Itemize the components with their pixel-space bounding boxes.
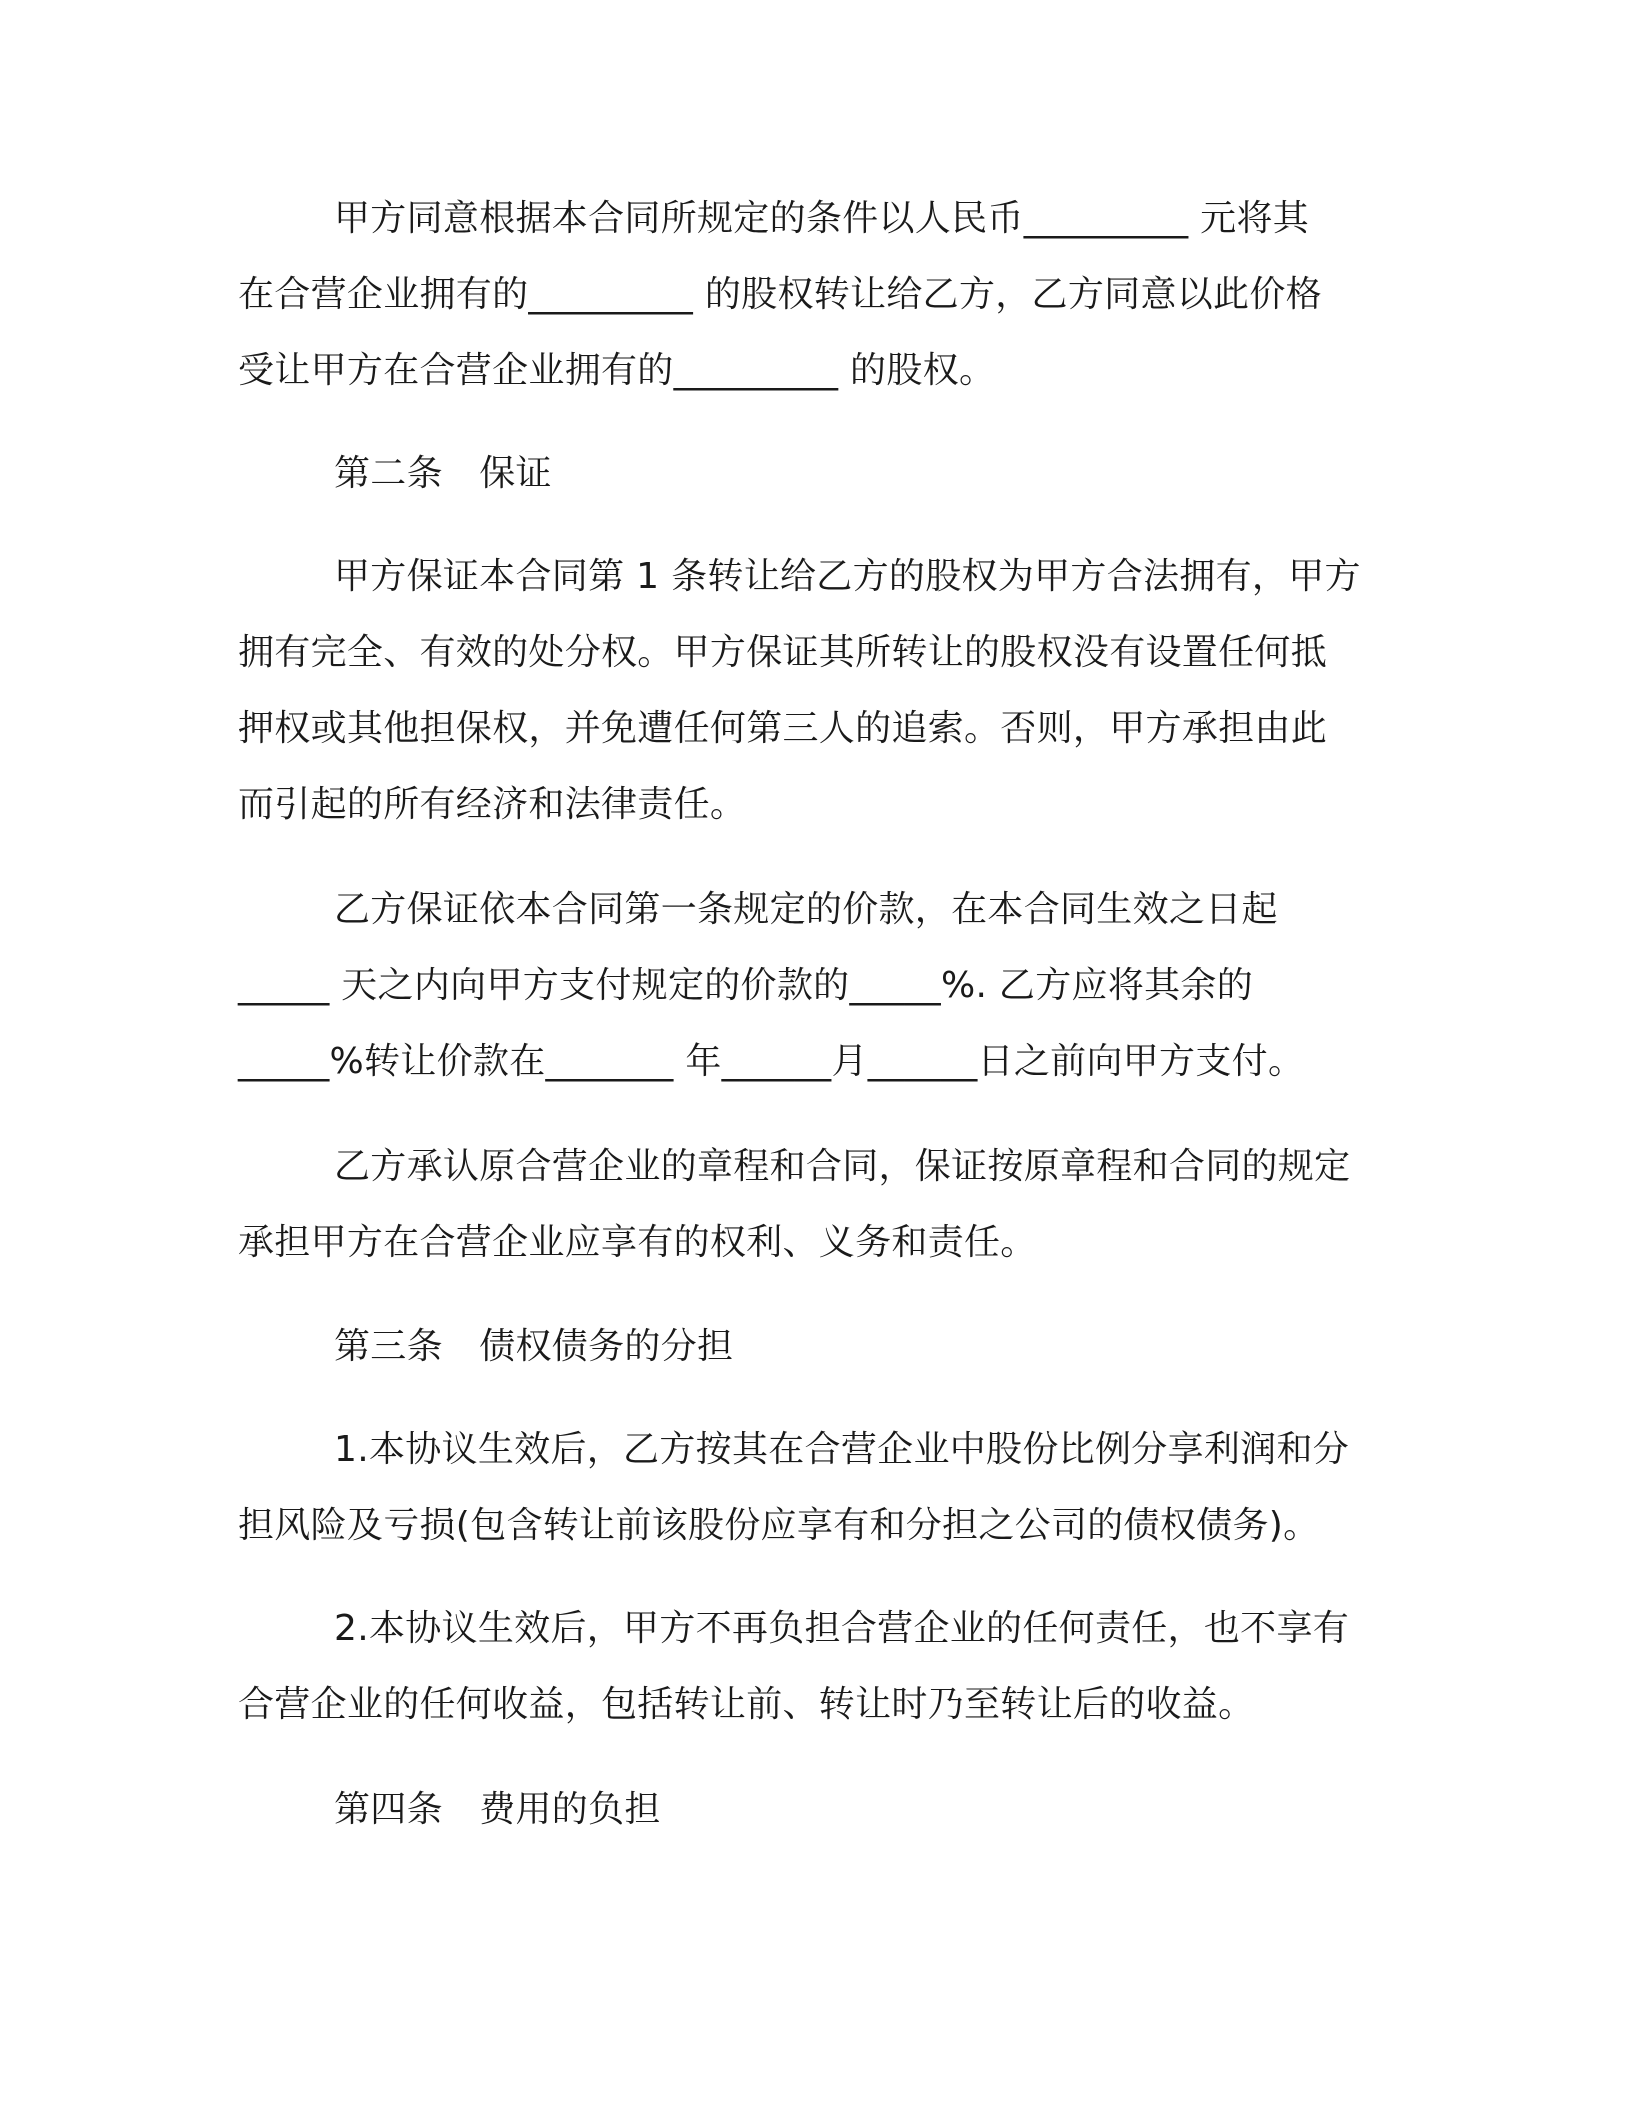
- paragraph-5-line-2: 担风险及亏损(包含转让前该股份应享有和分担之公司的债权债务)。: [238, 1505, 1320, 1546]
- paragraph-1-line-2: 在合营企业拥有的_________ 的股权转让给乙方，乙方同意以此价格: [238, 274, 1322, 315]
- paragraph-6-line-2: 合营企业的任何收益，包括转让前、转让时乃至转让后的收益。: [238, 1684, 1255, 1725]
- paragraph-1-line-1: 甲方同意根据本合同所规定的条件以人民币_________ 元将其: [334, 198, 1310, 239]
- paragraph-2-line-1: 甲方保证本合同第 1 条转让给乙方的股权为甲方合法拥有，甲方: [334, 556, 1361, 597]
- paragraph-2-line-3: 押权或其他担保权，并免遭任何第三人的追索。否则，甲方承担由此: [238, 708, 1328, 749]
- article-4-heading: 第四条 费用的负担: [334, 1789, 661, 1830]
- paragraph-2-line-4: 而引起的所有经济和法律责任。: [238, 784, 747, 825]
- article-2-heading: 第二条 保证: [334, 453, 552, 494]
- paragraph-3-line-2: _____ 天之内向甲方支付规定的价款的_____%. 乙方应将其余的: [238, 965, 1254, 1006]
- paragraph-3-line-3: _____%转让价款在_______ 年______月______日之前向甲方支付。: [238, 1041, 1305, 1082]
- paragraph-2-line-2: 拥有完全、有效的处分权。甲方保证其所转让的股权没有设置任何抵: [238, 632, 1328, 673]
- paragraph-4-line-2: 承担甲方在合营企业应享有的权利、义务和责任。: [238, 1222, 1037, 1263]
- article-3-heading: 第三条 债权债务的分担: [334, 1326, 734, 1367]
- paragraph-6-line-1: 2.本协议生效后，甲方不再负担合营企业的任何责任，也不享有: [334, 1608, 1350, 1649]
- paragraph-3-line-1: 乙方保证依本合同第一条规定的价款，在本合同生效之日起: [334, 889, 1278, 930]
- paragraph-1-line-3: 受让甲方在合营企业拥有的_________ 的股权。: [238, 350, 996, 391]
- paragraph-4-line-1: 乙方承认原合营企业的章程和合同，保证按原章程和合同的规定: [334, 1146, 1351, 1187]
- paragraph-5-line-1: 1.本协议生效后，乙方按其在合营企业中股份比例分享利润和分: [334, 1429, 1350, 1470]
